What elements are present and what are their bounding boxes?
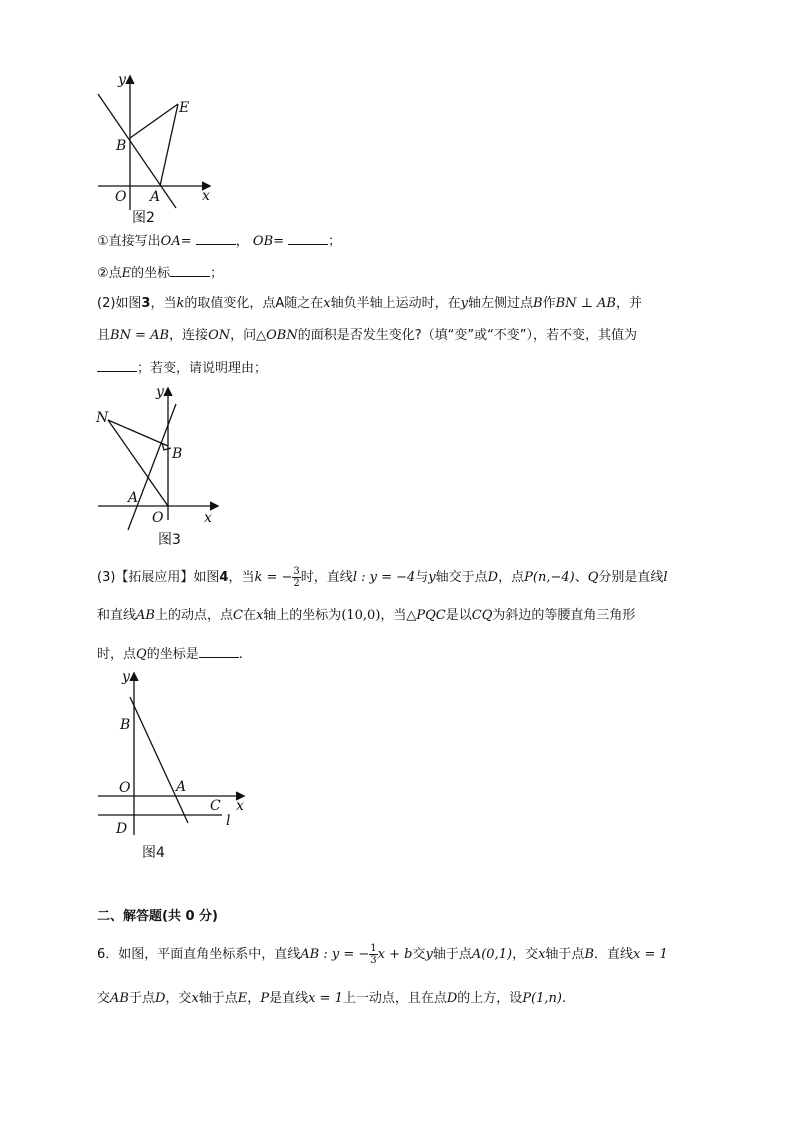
figure-2 [90,70,230,230]
q6-line-2: 交AB于点D，交x轴于点E，P是直线x = 1上一动点，且在点D的上方，设P(1,n). [97,991,567,1006]
fig4-label-a: A [176,779,187,795]
figure-3 [90,380,230,550]
answer-blank-area[interactable] [97,359,137,372]
fig3-y-arrow [164,388,172,396]
answer-blank-e[interactable] [170,264,210,277]
q3-line-1: (3)【拓展应用】如图4，当k = − $\frac{3}{2}$ 时，直线l : y = −4与y轴交于点D，点P(n,−4)、Q分别是直线l [97,566,668,589]
fig4-caption: 图4 [142,845,165,861]
fraction-3-2: $\frac{3}{2}$ [293,566,300,589]
q3-line-2: 和直线AB上的动点，点C在x轴上的坐标为(10,0)，当△PQC是以CQ为斜边的等腰直角三角形 [97,608,636,623]
fig4-y-arrow [130,673,138,681]
fig3-x-arrow [210,502,218,510]
q3-line-3: 时，点Q的坐标是 . [97,647,243,662]
fig2-label-b: B [116,138,127,154]
q2-line-3: ；若变，请说明理由； [97,359,267,378]
fig3-label-b: B [172,446,183,462]
fig4-line-ab [130,697,188,823]
fig2-segment-ea [160,104,178,186]
q6-line-1: 6．如图，平面直角坐标系中，直线AB : y = − $\frac{1}{3}$ x + b交y轴于点A(0,1)，交x轴于点B．直线x = 1 [97,943,668,966]
fig4-label-c: C [210,798,221,814]
q2-line-1: (2)如图3，当k的取值变化，点A随之在x轴负半轴上运动时，在y轴左侧过点B作BN ⊥ AB，并 [97,296,642,311]
q1-line-1: ①直接写出OA= ， OB= ； [97,234,342,249]
figure-4 [90,665,260,870]
fig2-segment-be [130,104,178,138]
fig2-line-ab [98,94,176,208]
fig3-label-o: O [152,510,164,526]
answer-blank-q[interactable] [199,645,239,658]
fig2-label-e: E [179,100,190,116]
answer-blank-ob[interactable] [288,232,328,245]
fig2-y-arrow [126,76,134,84]
fig2-label-x: x [202,188,210,204]
fig3-label-a: A [128,490,139,506]
fig3-caption: 图3 [158,532,181,548]
fig2-label-a: A [150,189,161,205]
fig4-label-o: O [119,780,131,796]
fig4-label-b: B [120,717,131,733]
fig2-caption: 图2 [132,210,155,226]
fig2-label-y: y [118,72,126,88]
section-2-title: 二、解答题(共 0 分) [97,909,218,924]
fig4-label-y: y [122,669,130,685]
fig2-label-o: O [115,189,127,205]
fig3-label-n: N [96,410,109,426]
q2-line-2: 且BN = AB，连接ON，问△OBN的面积是否发生变化?（填“变”或“不变”），若不变，其值为 [97,328,638,343]
fraction-1-3: $\frac{1}{3}$ [370,943,377,966]
fig4-label-x: x [236,798,244,814]
fig3-label-y: y [156,384,164,400]
q1-line-2: ②点E的坐标 ； [97,266,224,281]
answer-blank-oa[interactable] [196,232,236,245]
fig4-label-d: D [116,821,128,837]
fig3-label-x: x [204,510,212,526]
fig4-label-l: l [226,813,231,829]
